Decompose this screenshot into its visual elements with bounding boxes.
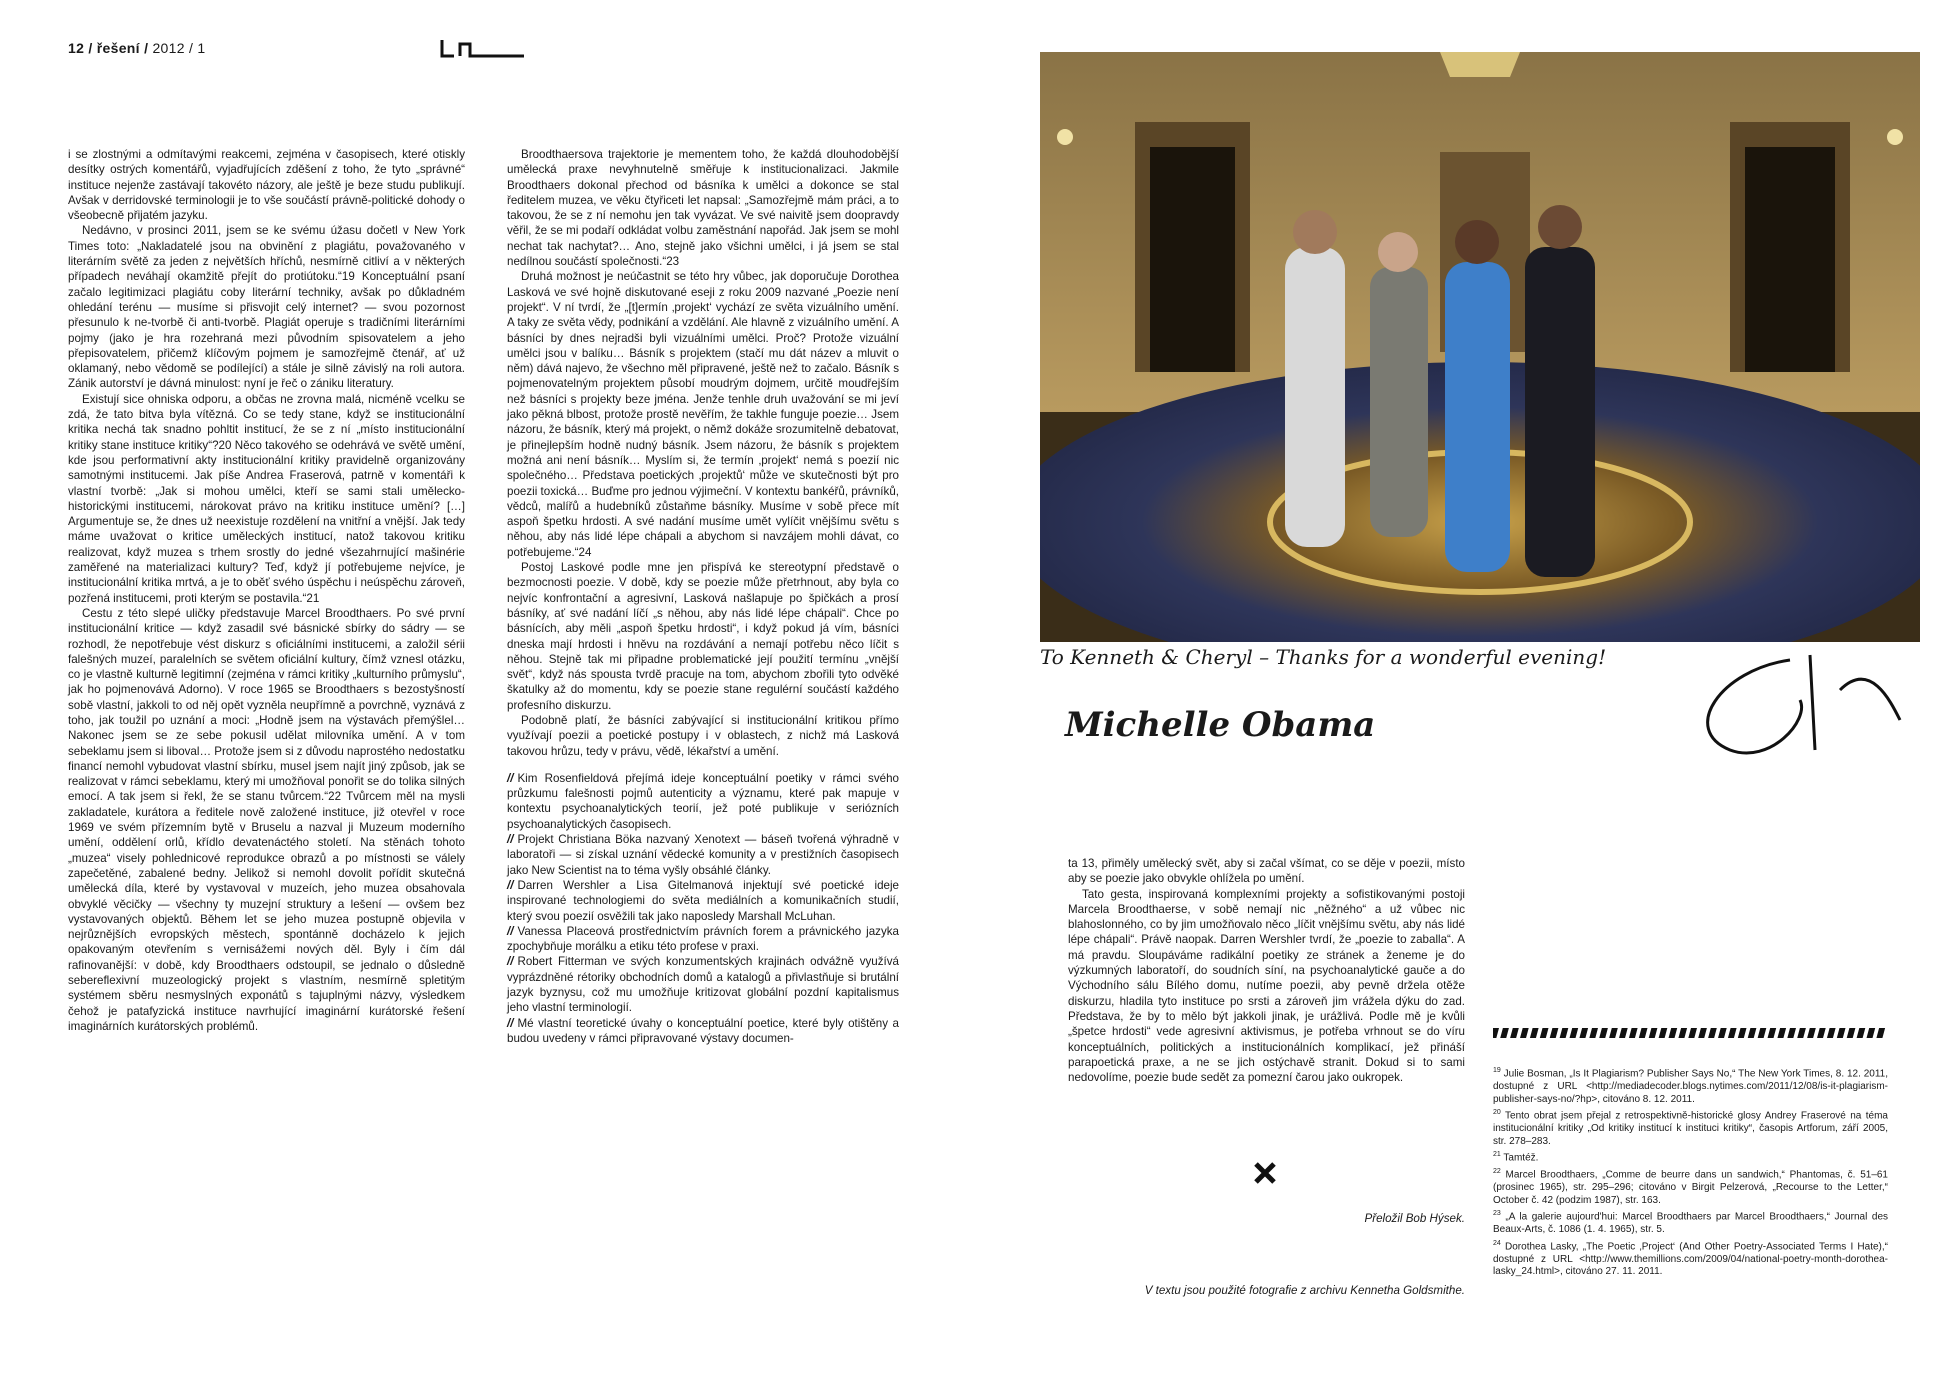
header-slash: / bbox=[144, 40, 149, 56]
entry-mark: // bbox=[507, 878, 514, 892]
paragraph: Tato gesta, inspirovaná komplexními projekty a sofistikovanými postoji Marcela Broodthaerse, v sobě nemají nic „něžného“ a už vůbec nic blahoslonného, co by jim umožňovalo něco „líčit vnějšímu světu, aby nás lidé lépe chápali“. Právě naopak. Darren Wershler tvrdí, že „poezie to zaballa“. A má pravdu. Sloupáváme radikální poetiky ze stránek a ženeme je do výzkumných laboratoří, do soudních síní, na psychoanalytické gauče a do Východního sálu Bílého domu, nutíme poezii, aby pevně držela otěže diskurzu, hladila tyto instituce po srsti a zároveň jim vrážela dýku do zad. Představa, že by to mělo být jakkoli jinak, je urážlivá. Podle mě je kvůli „špetce hrdosti“ vede agresivní aktivismus, je potřeba vrhnout se do víru konceptuálních, politických a institucionálních komplikací, jež přináší parapoetická praxe, a ne se jich ostýchavě stranit. Dokud si to sami nedovolíme, poezie bude sedět za pomezní čarou jako oukropek. bbox=[1068, 887, 1465, 1085]
translator-credit: Přeložil Bob Hýsek. bbox=[1364, 1212, 1465, 1225]
photo-white-house bbox=[1040, 52, 1920, 642]
footnote: $^{23}$ „A la galerie aujourd'hui: Marcel Broodthaers par Marcel Broodthaers,“ Journal des Beaux-Arts, č. 1086 (1. 4. 1965), str. 5. bbox=[1493, 1210, 1889, 1236]
issue-number: 2012 / 1 bbox=[152, 40, 206, 56]
paragraph: Podobně platí, že básníci zabývající si institucionální kritikou přímo využívají poezii a poetické postupy i v oblastech, z nichž má Lasková takovou hrůzu, tedy v právu, vědě, lékařství a umění. bbox=[507, 713, 899, 758]
footnotes bbox=[1493, 1065, 1888, 1280]
entry-mark: // bbox=[507, 955, 514, 969]
list-item: // Kim Rosenfieldová přejímá ideje konceptuální poetiky v rámci svého průzkumu falešnosti pojmů autenticity a významu, které pak mapuje v kontextu psychoanalytických teorií, jež poté publikuje v seriózních psychoanalytických časopisech. bbox=[507, 771, 899, 831]
paragraph: Postoj Laskové podle mne jen přispívá ke stereotypní představě o bezmocnosti poezie. V době, kdy se poezie může přetrhnout, aby byla co nejvíc konfrontační a agresivní, Lasková našlapuje po špičkách a prosí básníky, ať své nadání líčí „s něhou, aby nás lidé lépe chápali“. Chce po básnících, aby měli „aspoň špetku hrdosti“, i když pokud já vím, básníci dneska mají hrdosti i hněvu na rozdávání a nemají potřebu něco líčit s něhou. Stejně tak mi připadne problematické její použití termínu „vnější svět“, když nás spousta tvrdě pracuje na tom, abychom zbořili tyto odvěké škatulky až do momentu, kdy se poezie stane regulérní součástí každého profesního diskurzu. bbox=[507, 561, 899, 712]
list-item: // Mé vlastní teoretické úvahy o konceptuální poetice, které byly otištěny a budou uvedeny v rámci připravované výstavy documen- bbox=[507, 1016, 899, 1045]
page-number: 12 bbox=[68, 40, 85, 56]
photo-credit: V textu jsou použité fotografie z archivu Kennetha Goldsmithe. bbox=[1144, 1284, 1465, 1297]
entry-mark: // bbox=[507, 771, 514, 785]
section-name: řešení bbox=[96, 40, 140, 56]
entry-mark: // bbox=[507, 833, 514, 847]
magazine-logo bbox=[440, 38, 524, 60]
footnote: $^{22}$ Marcel Broodthaers, „Comme de beurre dans un sandwich,“ Phantomas, č. 51–61 (prosinec 1965), str. 295–296; citováno v Birgit Pelzerová, „Recourse to the Letter,“ October č. 42 (podzim 1987), str. 163. bbox=[1493, 1168, 1888, 1206]
text-column-2 bbox=[507, 147, 899, 1046]
signature-michelle: Michelle Obama bbox=[1065, 705, 1376, 745]
paragraph: Druhá možnost je neúčastnit se této hry vůbec, jak doporučuje Dorothea Lasková ve své hojně diskutované eseji z roku 2009 nazvané „Poezie není projekt“. V ní tvrdí, že „[t]ermín ‚projekt‘ vychází ze světa vizuálního umění. A taky ze světa vědy, podnikání a vzdělání. Ale hlavně z vizuálního umění. A básníci by dnes nejradši byli vizuálními umělci. Proč? Protože vizuální umělci jsou v balíku… Básník s projektem (stačí mu dát název a mluvit o něm) dává najevo, že všechno měl připravené, ještě než to začalo. Básník s pojmenovatelným projektem působí moudrým dojmem, určitě moudřejším než básníci s projekty beze jména. Jenže tenhle druh uvažování se mi jeví jako pěkná blbost, protože prostě nevěřím, že takhle funguje poezie… Jsem názoru, že básník, který má projekt, o němž dokáže srozumitelně debatovat, je přinejlepším hodně nudný básník. Jsem názoru, že básník s projektem možná ani není básník… Myslím si, že termín ‚projekt‘ nemá s poezií nic společného… Představa poetických ‚projektů‘ může ve skutečnosti být pro poezii toxická… Buďme pro jednou výjimeční. V kontextu bankéřů, právníků, vědců, malířů a hudebníků zůstaňme básníky. Musíme v sobě přece mít aspoň špetku hrdosti. A své nadání musíme umět vylíčit vnějšímu světu s něhou, aby nás lidé lépe chápali a abychom si navzájem mohli dávat, co potřebujeme.“24 bbox=[507, 270, 899, 559]
footnote: $^{20}$ Tento obrat jsem přejal z retrospektivně-historické glosy Andrey Fraserové na téma institucionální kritiky „Od kritiky institucí k instituci kritiky“, časopis Artforum, září 2005, str. 278–283. bbox=[1493, 1109, 1888, 1147]
footnote: $^{19}$ Julie Bosman, „Is It Plagiarism? Publisher Says No,“ The New York Times, 8. 12. 2011, dostupné z URL <http://mediadecoder.blogs.nytimes.com/2011/12/08/is-it-plagiarism-publisher-says-no/?hp>, citováno 8. 12. 2011. bbox=[1493, 1067, 1889, 1105]
signature-barack bbox=[1640, 640, 1910, 780]
paragraph: Nedávno, v prosinci 2011, jsem se ke svému úžasu dočetl v New York Times toto: „Nakladatelé jsou na obvinění z plagiátu, považovaného v literárním světě za jeden z největších hříchů, nesmírně citliví a v některých případech neváhají okamžitě přejít do protiútoku.“19 Konceptuální psaní začalo legitimizaci plagiátu coby literární techniky, avšak po důkladném ohledání terénu — musíme si přisvojit celý internet? — svou pozornost přesunulo k ne-tvorbě či anti-tvorbě. Plagiát operuje s tradičními literárními pojmy (jako je hra rozehraná mezi původním spisovatelem a jeho přepisovatelem, přičemž klíčovým pojmem je samozřejmě čtenář, ať už oklamaný, nebo vědomě se podílející) a stále je silně závislý na roli autora. Zánik autorství je dávná minulost: nyní je řeč o zániku literatury. bbox=[68, 224, 465, 391]
list-item: // Robert Fitterman ve svých konzumentských krajinách odvážně využívá vyprázdněné rétoriky obchodních domů a katalogů a přivlastňuje si brutální jazyk byznysu, což mu umožňuje kritizovat globální pozdní kapitalismus jeho vlastní terminologií. bbox=[507, 955, 899, 1015]
list-item: // Vanessa Placeová prostřednictvím právních forem a právnického jazyka zpochybňuje morálku a etiku této profese v praxi. bbox=[507, 924, 899, 954]
text-column-1 bbox=[68, 147, 465, 1034]
photo-inscription bbox=[1040, 640, 1920, 790]
text-column-3 bbox=[1068, 856, 1465, 1085]
paragraph: Existují sice ohniska odporu, a občas ne zrovna malá, nicméně vcelku se zdá, že tato bitva byla vítězná. Co se tedy stane, když se institucionální kritika nechá tak snadno pohltit institucí, že se z ní „místo institucionální kritiky stane instituce kritiky“?20 Něco takového se odehrává ve světě umění, kde jsou performativní akty institucionální kritiky pravidelně organizovány samotnými institucemi. Jak píše Andrea Fraserová, patrně v komentáři k vlastní tvorbě: „Jak si mohou umělci, kteří se sami stali umělecko-historickými institucemi, nárokovat právo na kritiku instituce umění? […] Argumentuje se, že dnes už neexistuje rozdělení na vnitřní a vnější. Jak tedy máme uvažovat o kritice uměleckých institucí, natož takovou kritiku realizovat, když muzea s trhem srostly do jedné všezahrnující mašinérie zaměřené na materializaci kultury? Teď, když jí potřebujeme nejvíce, je institucionální kritika mrtvá, a je to oběť svého úspěchu i neúspěchu zároveň, pozřená institucemi, proti kterým se postavila.“21 bbox=[68, 392, 465, 605]
footnote: $^{21}$ Tamtéž. bbox=[1493, 1151, 1539, 1164]
paragraph: ta 13, přiměly umělecký svět, aby si začal všímat, co se děje v poezii, místo aby se poezie jako obvykle ohlížela po umění. bbox=[1068, 857, 1465, 886]
entry-mark: // bbox=[507, 1016, 514, 1030]
header-slash: / bbox=[88, 40, 93, 56]
page-header bbox=[68, 40, 205, 56]
footnote-separator bbox=[1493, 1028, 1888, 1038]
paragraph: i se zlostnými a odmítavými reakcemi, zejména v časopisech, které otiskly desítky ostrých komentářů, vyjadřujících zděšení z toho, že tyto „správné“ instituce nejenže zastávají takovéto názory, ale ještě je beze studu publikují. Avšak v derridovské terminologii je to vše součástí právně-politické dohody o všeobecně přijatém jazyku. bbox=[68, 148, 465, 223]
paragraph: Cestu z této slepé uličky představuje Marcel Broodthaers. Po své první institucionální kritice — když zasadil své básnické sbírky do sádry — se rozhodl, že nepotřebuje vést diskurz s oficiálními institucemi, a založil sérii falešných muzeí, paralelních se světem oficiální kultury, čímž vznesl otázku, co je vlastně kulturně legitimní (zejména v rámci kritiky „kulturního průmyslu“, jak ho pojmenovává Adorno). V roce 1965 se Broodthaers s bezostyšností sobě vlastní, jakkoli to od něj opět vyzněla neupřímně a povrchně, vyznává z toho, jak toužil po uznání a moci: „Hodně jsem na výstavách přemýšlel… Nakonec jsem se ze sebe pokusil udělat milovníka umění. A v tom sebeklamu jsem si liboval… Protože jsem si z důvodu naprostého nedostatku financí nemohl vybudovat vlastní sbírku, musel jsem najít jiný způsob, jak se realizovat v rámci sebeklamu, který mi umožňoval ponořit se do tolika silných emocí. A tak jsem si řekl, že se stanu tvůrcem.“22 Tvůrcem měl na mysli zakladatele, kurátora a ředitele nově založené instituce, již otevřel v roce 1969 ve svém přízemním bytě v Bruselu a nazval ji Muzeum moderního umění, oddělení orlů, křídlo devatenáctého století. Na stěnách tohoto „muzea“ visely pohlednicové reprodukce obrazů a po místnosti se válely zapečetěné, zabalené bedny. Jelikož si nemohl dovolit pořídit skutečná umělecká díla, které by vystavoval v muzeích, jeho muzea obsahovala obvyklé věcičky — všechny ty muzejní struktury a lešení — ovšem bez vystavovaných objektů. Během let se jeho muzea postupně objevila v nejrůznějších evropských městech, spontánně docházelo k jejich opakovaným otevřením s vernisážemi nových děl. Byly i čím dál rafinovanější: v době, kdy Broodthaers odstoupil, se jednalo o důsledně sebereflexivní muzeologický projekt s vlastním, nesmírně spletitým systémem sběru nesmyslných exponátů s tajuplnými názvy, výsledkem čehož je patafyzická instituce navrhující imaginární kurátorské řešení imaginárních kurátorských problémů. bbox=[68, 606, 465, 1033]
handwritten-dedication: To Kenneth & Cheryl – Thanks for a wonderful evening! bbox=[1040, 645, 1607, 669]
list-item: // Projekt Christiana Böka nazvaný Xenotext — báseň tvořená výhradně v laboratoři — si získal uznání vědecké komunity a v prestižních časopisech jako New Scientist na to téma vyšly obsáhlé články. bbox=[507, 833, 899, 877]
entry-mark: // bbox=[507, 924, 514, 938]
paragraph: Broodthaersova trajektorie je mementem toho, že každá dlouhodobější umělecká praxe nevyhnutelně směřuje k institucionalizaci. Jakmile Broodthaers dokonal přechod od básníka k umělci a dokonce se stal ředitelem muzea, ve věku čtyřiceti let napsal: „Samozřejmě mám práci, a to takovou, že se z ní nemohu jen tak vyvázat. Ve své naivitě jsem doopravdy věřil, že se mi podaří odkládat volbu zaměstnání napořád. Jak jsem se mohl nechat tak nachytat?… Ano, stejně jako všichni umělci, i já jsem se stal nedílnou součástí společnosti.“23 bbox=[507, 148, 899, 269]
list-item: // Darren Wershler a Lisa Gitelmanová injektují své poetické ideje inspirované technologiemi do světa mediálních a komunikačních studií, který svou poezií osvěžili tak jako naposledy Marshall McLuhan. bbox=[507, 878, 899, 923]
footnote: $^{24}$ Dorothea Lasky, „The Poetic ‚Project‘ (And Other Poetry-Associated Terms I Hate),“ dostupné z URL <http://www.themillions.com/2009/04/national-poetry-month-dorothea-lasky_24.html>, citováno 27. 11. 2011. bbox=[1493, 1239, 1888, 1278]
end-mark-icon bbox=[1252, 1160, 1278, 1186]
